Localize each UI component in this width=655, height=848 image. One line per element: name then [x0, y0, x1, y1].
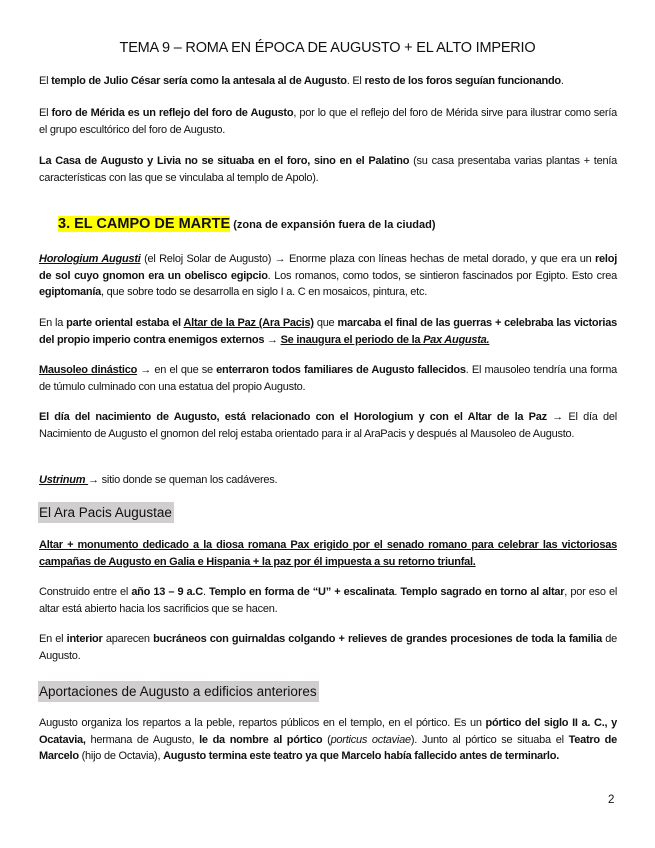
- text: de Augusto.: [39, 633, 617, 662]
- text: ). Junto al pórtico se situaba el: [410, 733, 569, 746]
- text: , que sobre todo se desarrolla en siglo I a. C en mosaicos, pintura, etc.: [101, 286, 428, 298]
- text: aparecen: [102, 633, 154, 645]
- bold-text: El día del nacimiento de Augusto, está relacionado con el Horologium y con el Altar de la Paz: [39, 411, 547, 423]
- paragraph-ara-pacis-definicion: [39, 537, 617, 570]
- text: . Los romanos, como todos, se sintieron fascinados por Egipto. Esto crea: [267, 269, 617, 282]
- bold-text: resto de los foros seguían funcionando: [364, 75, 561, 87]
- paragraph-horologium: [39, 251, 617, 301]
- paragraph-mausoleo: [39, 362, 617, 395]
- bold-text: marcaba el final de las guerras + celebraba las victorias del propio imperio contra enemigos externos: [39, 317, 617, 346]
- paragraph-construido: [39, 584, 617, 617]
- term-pax-augusta: Pax Augusta.: [423, 333, 490, 346]
- text: que: [313, 317, 338, 329]
- bold-text: enterraron todos familiares de Augusto fallecidos: [216, 364, 466, 376]
- text: (: [322, 733, 331, 746]
- text: En el: [39, 633, 67, 645]
- text: .: [202, 586, 209, 598]
- bold-text: Templo en forma de “U” + escalinata: [209, 586, 395, 598]
- bold-text: interior: [66, 633, 103, 645]
- text: .: [394, 586, 401, 598]
- paragraph-altar-paz: [39, 315, 617, 348]
- text: →: [264, 333, 281, 346]
- heading-ara-pacis: El Ara Pacis Augustae: [38, 502, 174, 523]
- text: . El mausoleo tendría una forma de túmulo culminado con una estatua del propio Augusto.: [39, 364, 618, 393]
- italic-term: porticus octaviae: [330, 733, 411, 746]
- paragraph-templo-julio-cesar: [39, 73, 617, 90]
- bold-text: año 13 – 9 a.C: [131, 586, 203, 598]
- text: Augusto organiza los repartos a la peble, repartos públicos en el templo, en el pórtico. Es un: [39, 717, 486, 729]
- page-number: 2: [608, 794, 615, 806]
- paragraph-casa-augusto: [39, 153, 617, 186]
- text: El: [39, 75, 52, 87]
- bold-text: Augusto termina este teatro ya que Marcelo había fallecido antes de terminarlo.: [163, 750, 560, 762]
- bold-text: Teatro de Marcelo: [39, 733, 618, 762]
- bold-text: egiptomanía: [39, 286, 102, 298]
- paragraph-foro-merida: [39, 105, 617, 138]
- text: En la: [39, 317, 67, 329]
- bold-text: La Casa de Augusto y Livia no se situaba en el foro, sino en el Palatino: [39, 155, 410, 167]
- text: (hijo de Octavia),: [78, 750, 164, 762]
- section-number-title: 3. EL CAMPO DE MARTE: [58, 216, 231, 232]
- term-mausoleo: Mausoleo dinástico: [39, 364, 138, 376]
- text: .: [560, 75, 564, 87]
- paragraph-interior: [39, 631, 617, 664]
- text: Construido entre el: [39, 586, 132, 598]
- paragraph-ustrinum: [39, 472, 617, 489]
- page-title: TEMA 9 – ROMA EN ÉPOCA DE AUGUSTO + EL ALTO IMPERIO: [119, 40, 536, 56]
- text: (su casa presentaba varias plantas + tenía características con las que se vinculaba al templo de Apolo).: [39, 155, 618, 184]
- bold-text: le da nombre al pórtico: [199, 733, 323, 746]
- section-heading-campo-de-marte: [58, 216, 436, 232]
- text: → en el que se: [137, 364, 217, 376]
- bold-underline-text: Altar + monumento dedicado a la diosa romana Pax erigido por el senado romano para celebrar las victoriosas campañas de Augusto en Galia e Hispania + la paz por él impuesta a su retorno triunfal.: [39, 539, 617, 568]
- bold-text: Templo sagrado en torno al altar: [400, 586, 565, 598]
- bold-text: reloj de sol cuyo gnomon era un obelisco egipcio: [39, 253, 617, 282]
- bold-underline-text: Se inaugura el periodo de la: [280, 333, 424, 346]
- text: . El: [346, 75, 365, 87]
- paragraph-portico-octavia: [39, 715, 617, 765]
- term-horologium: Horologium Augusti: [39, 253, 141, 265]
- text: hermana de Augusto,: [85, 733, 200, 746]
- heading-aportaciones: Aportaciones de Augusto a edificios anteriores: [38, 681, 319, 702]
- section-subtitle: (zona de expansión fuera de la ciudad): [230, 219, 436, 231]
- text: (el Reloj Solar de Augusto) → Enorme plaza con líneas hechas de metal dorado, y que era un: [140, 253, 596, 265]
- term-ara-pacis: Altar de la Paz (Ara Pacis): [183, 317, 314, 329]
- bold-text: templo de Julio César sería como la antesala al de Augusto: [51, 75, 347, 87]
- text: , por lo que el reflejo del foro de Mérida sirve para ilustrar como sería el grupo escultórico del foro de Augusto.: [39, 107, 617, 136]
- text: El: [39, 107, 52, 119]
- text: , por eso el altar está abierto hacia los sacrificios que se hacen.: [39, 586, 618, 615]
- text: → El día del Nacimiento de Augusto el gnomon del reloj estaba orientado para ir al AraPacis y después al Mausoleo de Augusto.: [39, 411, 617, 440]
- bold-text: bucráneos con guirnaldas colgando + relieves de grandes procesiones de toda la familia: [153, 633, 602, 645]
- bold-text: foro de Mérida es un reflejo del foro de Augusto: [51, 107, 294, 119]
- term-ustrinum: Ustrinum: [39, 474, 89, 486]
- bold-text: parte oriental estaba el: [66, 317, 184, 329]
- paragraph-nacimiento-augusto: [39, 409, 617, 442]
- text: → sitio donde se queman los cadáveres.: [88, 474, 278, 486]
- bold-text: pórtico del siglo II a. C., y Ocatavia,: [39, 717, 617, 746]
